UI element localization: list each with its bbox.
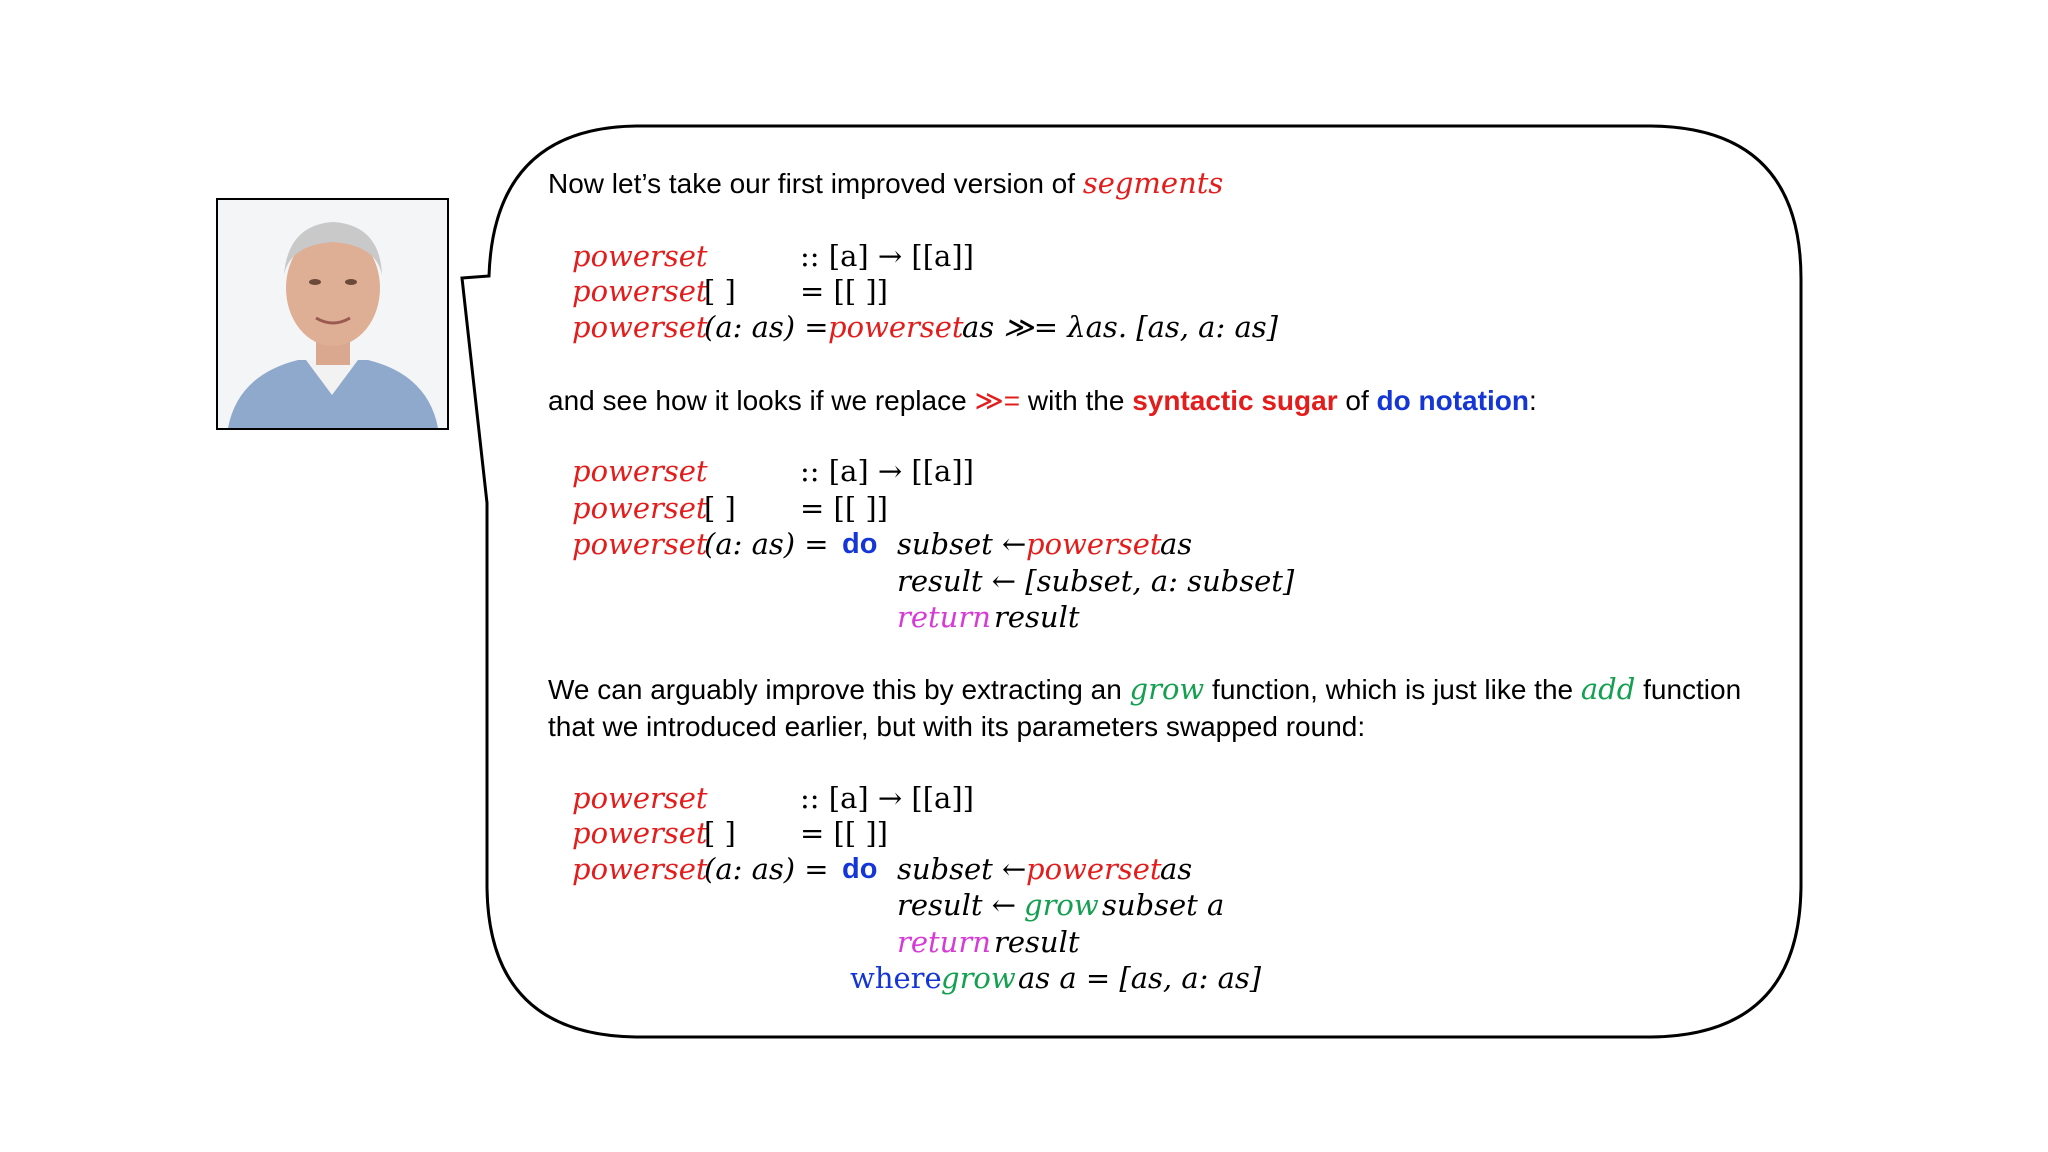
b3-l2-args: [ ] (704, 816, 736, 850)
b3-l5-tail: result (994, 925, 1080, 959)
b1-l2-body: = [[ ]] (800, 274, 888, 308)
para3-pre: We can arguably improve this by extracting an (548, 674, 1130, 705)
b2-l2-name: powerset (572, 491, 708, 525)
b2-l3-name: powerset (572, 527, 708, 561)
b2-l3-call: powerset (1026, 527, 1162, 561)
intro-text: Now let’s take our first improved version of (548, 168, 1083, 199)
b3-l3-tail: as (1160, 852, 1193, 886)
b2-l5-tail: result (994, 600, 1080, 634)
b2-l3-tail: as (1160, 527, 1193, 561)
b3-l4-tail: subset a (1102, 888, 1225, 922)
b3-l6-tail: as a = [as, a: as] (1018, 961, 1262, 995)
b2-return-keyword: return (897, 600, 991, 634)
para3-post: function (1635, 674, 1742, 705)
b3-l3-name: powerset (572, 852, 708, 886)
middle-line (548, 382, 1537, 419)
b3-do-keyword: do (842, 853, 878, 885)
do-notation-term: do notation (1376, 385, 1529, 416)
segments-term: segments (1082, 166, 1224, 200)
b3-l3-call: powerset (1026, 852, 1162, 886)
b1-l2-name: powerset (572, 274, 708, 308)
b3-return-keyword: return (897, 925, 991, 959)
middle-mid: with the (1020, 385, 1133, 416)
grow-term: grow (1129, 672, 1205, 706)
b2-l3-args: (a: as) = (704, 527, 829, 561)
b3-l3-args: (a: as) = (704, 852, 829, 886)
b2-l2-body: = [[ ]] (800, 491, 888, 525)
b2-l4-stmt: result ← [subset, a: subset] (897, 564, 1295, 598)
b3-l3-stmt: subset ← (897, 852, 1027, 886)
middle-colon: : (1528, 385, 1537, 416)
b1-l1-name: powerset (572, 239, 708, 273)
b2-l1-name: powerset (572, 454, 708, 488)
b3-l2-name: powerset (572, 816, 708, 850)
para3-mid: function, which is just like the (1204, 674, 1581, 705)
b3-l6-grow: grow (941, 961, 1016, 995)
b1-l3-args: (a: as) = (704, 310, 829, 344)
b1-l2-args: [ ] (704, 274, 736, 308)
middle-pre: and see how it looks if we replace (548, 385, 975, 416)
intro-line (548, 165, 1223, 202)
b2-l3-stmt: subset ← (897, 527, 1027, 561)
middle-of: of (1337, 385, 1377, 416)
b1-l3-body: as ≫= λas. [as, a: as] (962, 310, 1278, 344)
b1-l3-name: powerset (572, 310, 708, 344)
para3-line2: that we introduced earlier, but with its parameters swapped round: (548, 711, 1366, 742)
add-term: add (1580, 672, 1636, 706)
b3-l4-grow: grow (1024, 888, 1099, 922)
b1-l1-type: :: [a] → [[a]] (800, 239, 974, 273)
syntactic-sugar-term: syntactic sugar (1132, 385, 1338, 416)
b3-where-keyword: where (850, 961, 942, 995)
b3-l2-body: = [[ ]] (800, 816, 888, 850)
bind-operator: ≫= (974, 385, 1021, 416)
b3-l1-name: powerset (572, 781, 708, 815)
b2-l2-args: [ ] (704, 491, 736, 525)
b3-l1-type: :: [a] → [[a]] (800, 781, 974, 815)
b3-l4-stmt: result ← (897, 888, 1017, 922)
b1-l3-call: powerset (828, 310, 964, 344)
b2-l1-type: :: [a] → [[a]] (800, 454, 974, 488)
b2-do-keyword: do (842, 528, 878, 560)
para3-line1 (548, 671, 1741, 708)
